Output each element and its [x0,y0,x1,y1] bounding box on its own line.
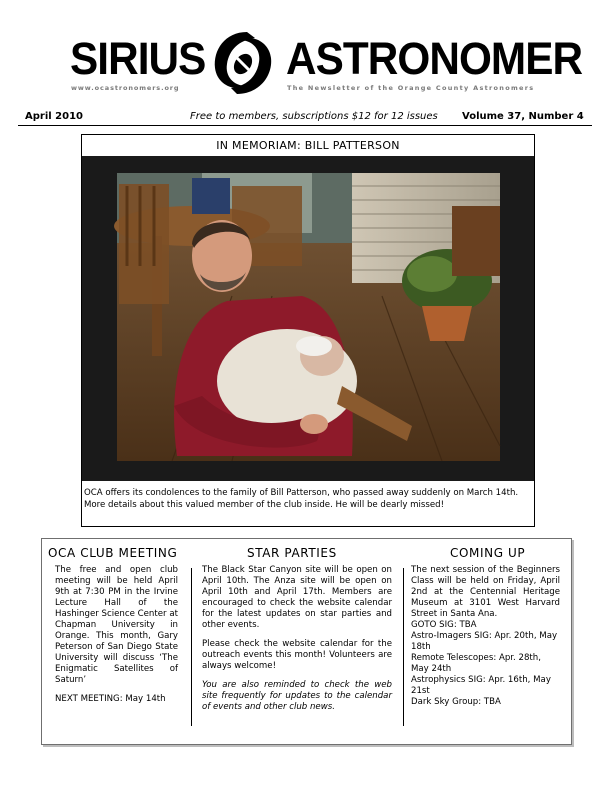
volume-number: Volume 37, Number 4 [462,111,584,122]
star-parties-section [202,565,392,721]
masthead-title-right: ASTRONOMER [286,33,583,84]
coming-up-item: GOTO SIG: TBA [411,620,477,630]
star-parties-paragraph-2: Please check the website calendar for the outreach events this month! Volunteers are always welcome! [202,639,392,671]
star-parties-paragraph-3: You are also reminded to check the web site frequently for updates to the calendar of events and other club news. [202,680,392,712]
coming-up-item: Astrophysics SIG: Apr. 16th, May 21st [411,675,551,696]
memoriam-box [81,134,535,527]
header-rule [18,125,592,126]
club-meeting-body: The free and open club meeting will be held April 9th at 7:30 PM in the Irvine Lecture Hall of the Hashinger Science Center at Chapman University in Orange. This month, Gary Peterson of San Diego State University will discuss ‘The Enigmatic Satellites of Saturn’ [55,565,178,685]
club-meeting-heading: OCA CLUB MEETING [48,546,178,560]
beginners-class-info: The next session of the Beginners Class will be held on Friday, April 2nd at the Centennial Heritage Museum at 3101 West Harvard Street in Santa Ana. [411,565,560,619]
next-meeting: NEXT MEETING: May 14th [55,694,166,704]
oca-logo-icon [203,24,283,100]
issue-date: April 2010 [25,111,83,122]
coming-up-heading: COMING UP [450,546,526,560]
star-parties-paragraph-1: The Black Star Canyon site will be open on April 10th. The Anza site will be open on April 10th and April 17th. Members are encouraged to check the website calendar for the latest updates on star parties and other events. [202,565,392,630]
coming-up-item: Astro-Imagers SIG: Apr. 20th, May 18th [411,631,558,652]
masthead-title-left: SIRIUS [70,33,206,84]
star-parties-heading: STAR PARTIES [247,546,337,560]
subscription-info: Free to members, subscriptions $12 for 12 issues [190,111,438,122]
memoriam-photo-frame [82,156,534,481]
coming-up-item: Remote Telescopes: Apr. 28th, May 24th [411,653,541,674]
club-meeting-section [55,565,178,705]
column-divider-right [403,568,404,726]
coming-up-section [411,565,560,708]
masthead-website: www.ocastronomers.org [71,84,180,92]
memoriam-title: IN MEMORIAM: BILL PATTERSON [216,139,400,152]
memoriam-caption: OCA offers its condolences to the family of Bill Patterson, who passed away suddenly on March 14th. More details about this valued member of the club inside. He will be dearly missed! [84,488,519,510]
memoriam-photo [82,156,534,481]
column-divider-left [191,568,192,726]
masthead-tagline: The Newsletter of the Orange County Astronomers [287,84,535,92]
coming-up-item: Dark Sky Group: TBA [411,697,501,707]
